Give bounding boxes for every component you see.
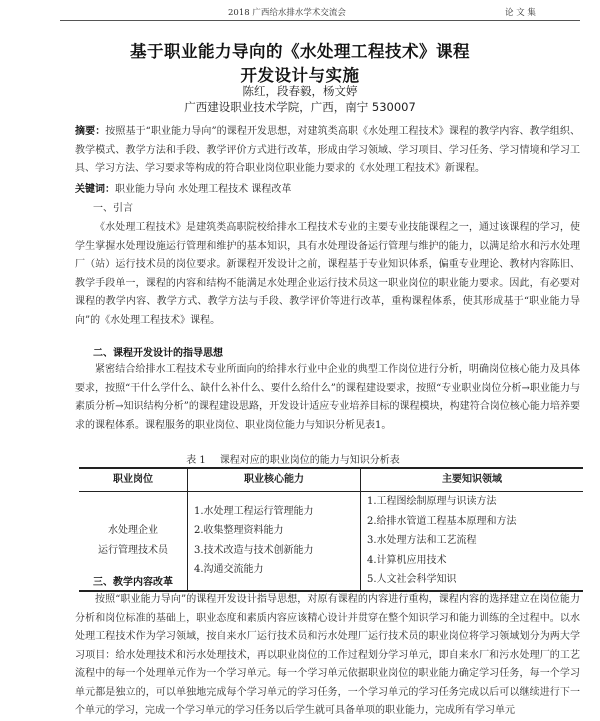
ability-item: 3.技术改造与技术创新能力 [194,544,314,556]
header-conference: 2018 广西给水排水学术交流会 [228,8,346,18]
authors: 陈红，段春毅，杨文婷 [242,84,358,98]
section3-paragraph: 按照“职业能力导向”的课程开发设计指导思想，对原有课程的内容进行重构，课程内容的选择建立在岗位能力分析和岗位标准的基础上，职业态度和素质内容应该精心设计并贯穿在整个知识学习和能力训练的全过程中。以水处理工程技术作为学习领域，按自来水厂运行技术员和污水处理厂运行技术员的职业岗位将学习领域划分为两大学习项目：给水处理技术和污水处理技术，再以职业岗位的工作过程划分学习单元，即自来水厂和污水处理厂的工艺流程中的每一个处理单元作为一个学习单元。每一个学习单元依据职业岗位的职业能力确定学习任务，每一个学习单元都是独立的，可以单独地完成每个学习单元的学习任务，一个学习单元的学习任务完成以后可以继续进行下一个单元的学习，完成一个学习单元的学习任务以后学生就可具备单项的职业能力，完成所有学习单元 [75,594,580,716]
table-header-post: 职业岗位 [79,468,188,492]
post-line1: 水处理企业 [108,524,158,536]
paper-title-line2: 开发设计与实施 [240,66,360,85]
keywords-text: 职业能力导向 水处理工程技术 课程改革 [115,184,292,195]
affiliation: 广西建设职业技术学院，广西，南宁 530007 [184,100,416,114]
section2-heading: 二、课程开发设计的指导思想 [93,348,223,359]
keywords [75,181,580,200]
table-header-row [79,468,583,492]
table-caption-text: 课程对应的职业岗位的能力与知识分析表 [219,455,400,466]
ability-knowledge-table [79,467,583,592]
ability-item: 1.水处理工程运行管理能力 [194,505,314,517]
table-number: 表 1 [186,455,206,466]
knowledge-item: 1.工程图绘制原理与识读方法 [367,496,497,507]
table-header-knowledge: 主要知识领域 [361,468,584,492]
post-line2: 运行管理技术员 [98,544,168,556]
knowledge-item: 3.水处理方法和工艺流程 [367,535,477,546]
section3-heading: 三、教学内容改革 [93,577,173,588]
header-collection: 论 文 集 [505,8,536,18]
knowledge-item: 4.计算机应用技术 [367,554,447,566]
abstract-text: 按照基于“职业能力导向”的课程开发思想，对建筑类高职《水处理工程技术》课程的教学内容、教学组织、教学模式、教学方法和手段、教学评价方式进行改革，形成由学习领域、学习项目、学习任务、学习情境和学习工具、学习方法、学习要求等构成的符合职业岗位职业能力要求的《水处理工程技术》新课程。 [75,126,581,174]
section1-paragraph: 《水处理工程技术》是建筑类高职院校给排水工程技术专业的主要专业技能课程之一，通过该课程的学习，使学生掌握水处理设施运行管理和维护的基本知识，具有水处理设备运行管理与维护的能力，以满足给水和污水处理厂（站）运行技术员的岗位要求。新课程开发设计之前，课程基于专业知识体系，偏重专业理论、教材内容陈旧、教学手段单一，课程的内容和结构不能满足水处理企业运行技术员这一职业岗位的职业能力要求。因此，有必要对课程的教学内容、教学方式、教学方法与手段、教学评价等进行改革，重构课程体系，使其形成基于“职业能力导向”的《水处理工程技术》课程。 [75,222,580,326]
section1-heading: 一、引言 [93,203,133,214]
ability-item: 2.收集整理资料能力 [194,525,284,537]
section2-paragraph: 紧密结合给排水工程技术专业所面向的给排水行业中企业的典型工作岗位进行分析，明确岗位核心能力及具体要求，按照“干什么学什么、缺什么补什么、要什么给什么”的课程建设要求，按照“专业职业岗位分析→职业能力与素质分析→知识结构分析”的课程建设思路，开发设计适应专业培养目标的课程模块，构建符合岗位核心能力培养要求的课程体系。课程服务的职业岗位、职业岗位能力与知识分析见表1。 [75,364,580,431]
knowledge-item: 2.给排水管道工程基本原理和方法 [367,515,517,527]
knowledge-item: 5.人文社会科学知识 [367,574,457,585]
abstract-label: 摘要： [75,126,106,137]
ability-item: 4.沟通交流能力 [194,564,264,576]
keywords-label: 关键词： [75,184,115,195]
running-header [60,2,580,21]
table-header-ability: 职业核心能力 [188,468,361,492]
paper-title-line1: 基于职业能力导向的《水处理工程技术》课程 [130,42,470,61]
table-caption [0,451,600,466]
abstract [75,123,580,179]
